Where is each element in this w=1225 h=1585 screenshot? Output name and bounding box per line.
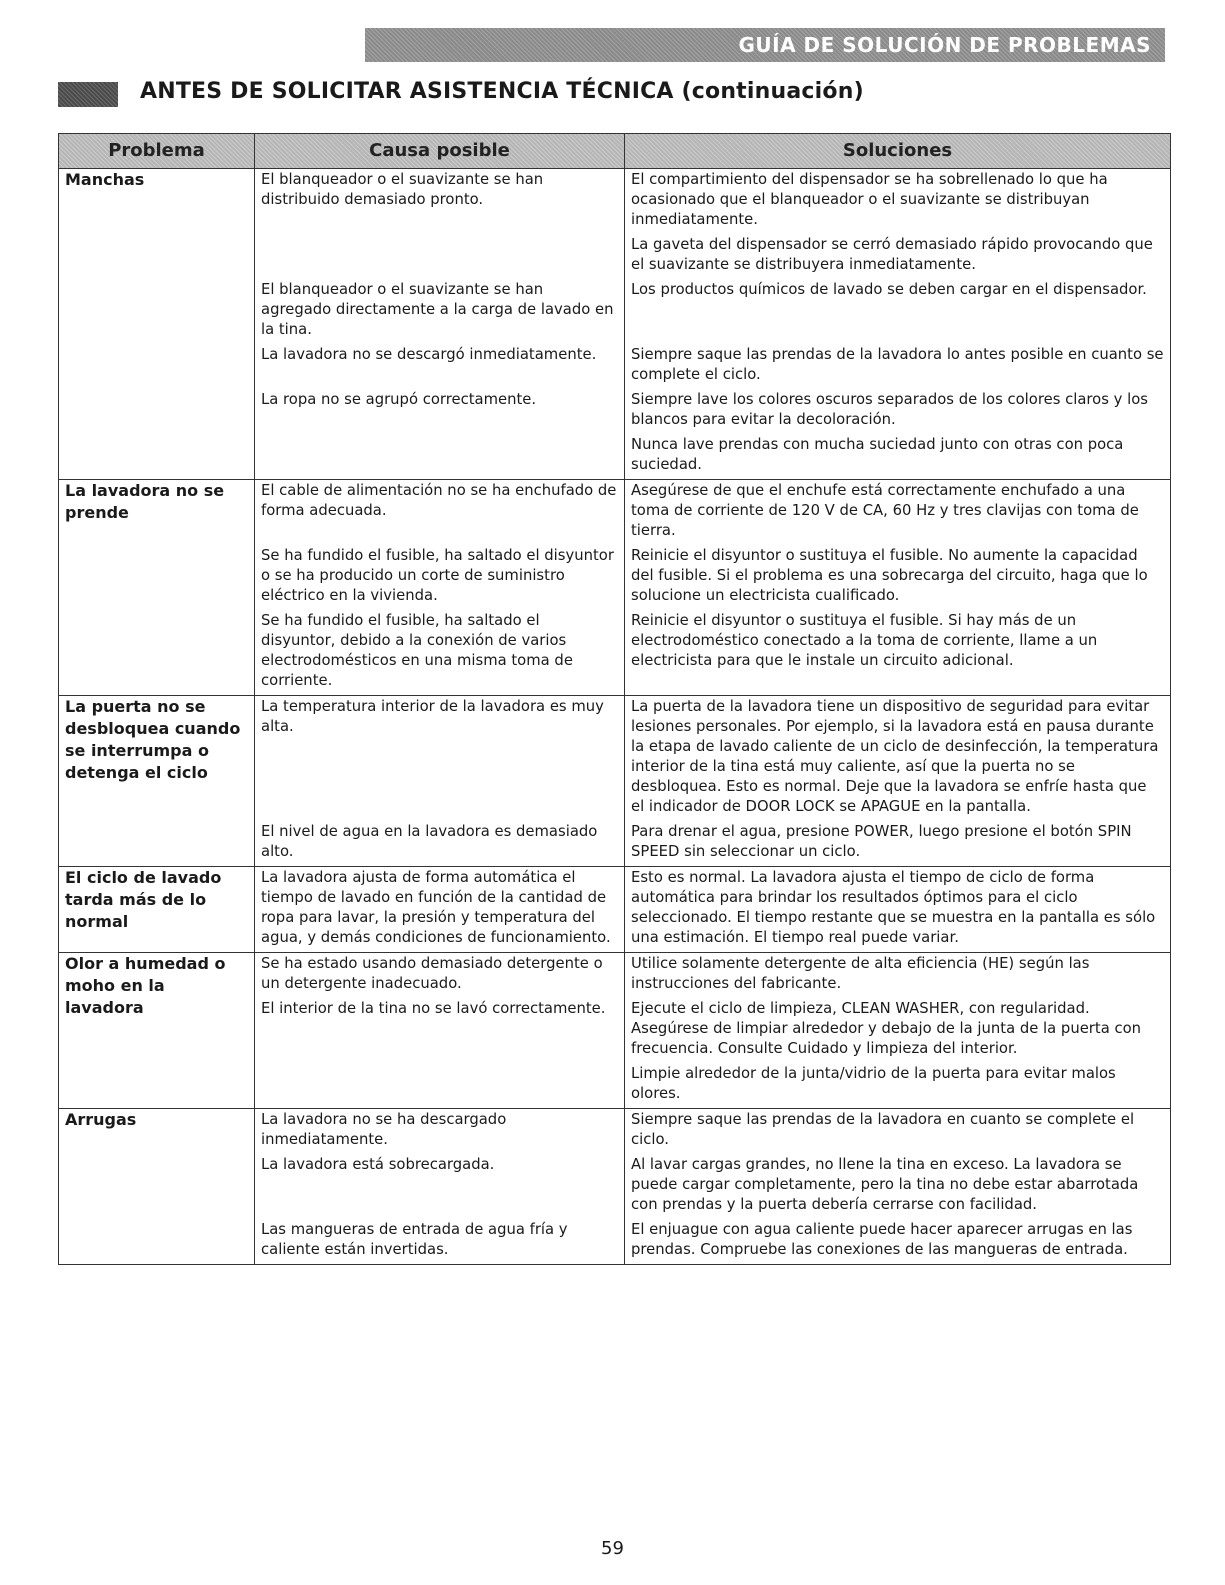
cause-cell — [255, 1063, 625, 1109]
solution-cell: Al lavar cargas grandes, no llene la tina en exceso. La lavadora se puede cargar completamente, pero la tina no debe estar abarrotada con prendas y la puerta debería cerrarse con facilidad. — [625, 1154, 1171, 1219]
cause-cell: La temperatura interior de la lavadora es muy alta. — [255, 696, 625, 822]
cause-cell: Se ha fundido el fusible, ha saltado el disyuntor, debido a la conexión de varios electrodomésticos en una misma toma de corriente. — [255, 610, 625, 696]
cause-cell: La lavadora no se descargó inmediatamente. — [255, 344, 625, 389]
solution-cell: Ejecute el ciclo de limpieza, CLEAN WASHER, con regularidad. Asegúrese de limpiar alrededor y debajo de la junta de la puerta con frecuencia. Consulte Cuidado y limpieza del interior. — [625, 998, 1171, 1063]
cause-cell: La lavadora no se ha descargado inmediatamente. — [255, 1109, 625, 1155]
table-header-row — [59, 134, 1171, 169]
group-puerta — [59, 696, 1171, 867]
group-manchas — [59, 169, 1171, 480]
heading-marker — [58, 82, 118, 107]
section-banner: GUÍA DE SOLUCIÓN DE PROBLEMAS — [365, 28, 1165, 62]
cause-cell: La ropa no se agrupó correctamente. — [255, 389, 625, 434]
page-number: 59 — [601, 1538, 624, 1559]
solution-cell: Utilice solamente detergente de alta eficiencia (HE) según las instrucciones del fabricante. — [625, 953, 1171, 999]
problem-label: Manchas — [59, 169, 255, 480]
solution-cell: Reinicie el disyuntor o sustituya el fusible. Si hay más de un electrodoméstico conectado a la toma de corriente, llame a un electricista para que le instale un circuito adicional. — [625, 610, 1171, 696]
solution-cell: Nunca lave prendas con mucha suciedad junto con otras con poca suciedad. — [625, 434, 1171, 480]
column-header-problem: Problema — [59, 134, 255, 169]
group-olor — [59, 953, 1171, 1109]
solution-cell: Siempre lave los colores oscuros separados de los colores claros y los blancos para evitar la decoloración. — [625, 389, 1171, 434]
cause-cell: La lavadora está sobrecargada. — [255, 1154, 625, 1219]
problem-label: Arrugas — [59, 1109, 255, 1265]
solution-cell: La gaveta del dispensador se cerró demasiado rápido provocando que el suavizante se distribuyera inmediatamente. — [625, 234, 1171, 279]
table-row — [59, 867, 1171, 953]
solution-cell: El enjuague con agua caliente puede hacer aparecer arrugas en las prendas. Compruebe las conexiones de las mangueras de entrada. — [625, 1219, 1171, 1265]
table-row — [59, 169, 1171, 235]
solution-cell: Los productos químicos de lavado se deben cargar en el dispensador. — [625, 279, 1171, 344]
cause-cell: El nivel de agua en la lavadora es demasiado alto. — [255, 821, 625, 867]
group-arrugas — [59, 1109, 1171, 1265]
solution-cell: Esto es normal. La lavadora ajusta el tiempo de ciclo de forma automática para brindar los resultados óptimos para el ciclo seleccionado. El tiempo restante que se muestra en la pantalla es sólo una estimación. El tiempo real puede variar. — [625, 867, 1171, 953]
group-ciclo — [59, 867, 1171, 953]
cause-cell: Se ha estado usando demasiado detergente o un detergente inadecuado. — [255, 953, 625, 999]
cause-cell — [255, 234, 625, 279]
problem-label: Olor a humedad o moho en la lavadora — [59, 953, 255, 1109]
column-header-solutions: Soluciones — [625, 134, 1171, 169]
table-row — [59, 696, 1171, 822]
cause-cell: El blanqueador o el suavizante se han distribuido demasiado pronto. — [255, 169, 625, 235]
problem-label: La lavadora no se prende — [59, 480, 255, 696]
solution-cell: El compartimiento del dispensador se ha sobrellenado lo que ha ocasionado que el blanqueador o el suavizante se distribuyan inmediatamente. — [625, 169, 1171, 235]
problem-label: La puerta no se desbloquea cuando se interrumpa o detenga el ciclo — [59, 696, 255, 867]
cause-cell — [255, 434, 625, 480]
group-no-enciende — [59, 480, 1171, 696]
troubleshooting-table — [58, 133, 1171, 1265]
solution-cell: Para drenar el agua, presione POWER, luego presione el botón SPIN SPEED sin seleccionar un ciclo. — [625, 821, 1171, 867]
table-row — [59, 953, 1171, 999]
cause-cell: El cable de alimentación no se ha enchufado de forma adecuada. — [255, 480, 625, 546]
problem-label: El ciclo de lavado tarda más de lo normal — [59, 867, 255, 953]
table-row — [59, 1109, 1171, 1155]
column-header-cause: Causa posible — [255, 134, 625, 169]
solution-cell: La puerta de la lavadora tiene un dispositivo de seguridad para evitar lesiones personales. Por ejemplo, si la lavadora está en pausa durante la etapa de lavado caliente de un ciclo de desinfección, la temperatura interior de la tina está muy caliente, así que la puerta no se desbloquea. Esto es normal. Deje que la lavadora se enfríe hasta que el indicador de DOOR LOCK se APAGUE en la pantalla. — [625, 696, 1171, 822]
solution-cell: Asegúrese de que el enchufe está correctamente enchufado a una toma de corriente de 120 V de CA, 60 Hz y tres clavijas con toma de tierra. — [625, 480, 1171, 546]
solution-cell: Siempre saque las prendas de la lavadora lo antes posible en cuanto se complete el ciclo. — [625, 344, 1171, 389]
solution-cell: Siempre saque las prendas de la lavadora en cuanto se complete el ciclo. — [625, 1109, 1171, 1155]
table-row — [59, 480, 1171, 546]
page-heading: ANTES DE SOLICITAR ASISTENCIA TÉCNICA (continuación) — [140, 79, 864, 104]
cause-cell: La lavadora ajusta de forma automática el tiempo de lavado en función de la cantidad de ropa para lavar, la presión y temperatura del agua, y demás condiciones de funcionamiento. — [255, 867, 625, 953]
cause-cell: Las mangueras de entrada de agua fría y caliente están invertidas. — [255, 1219, 625, 1265]
solution-cell: Reinicie el disyuntor o sustituya el fusible. No aumente la capacidad del fusible. Si el problema es una sobrecarga del circuito, haga que lo solucione un electricista cualificado. — [625, 545, 1171, 610]
cause-cell: El interior de la tina no se lavó correctamente. — [255, 998, 625, 1063]
solution-cell: Limpie alrededor de la junta/vidrio de la puerta para evitar malos olores. — [625, 1063, 1171, 1109]
cause-cell: Se ha fundido el fusible, ha saltado el disyuntor o se ha producido un corte de suministro eléctrico en la vivienda. — [255, 545, 625, 610]
cause-cell: El blanqueador o el suavizante se han agregado directamente a la carga de lavado en la tina. — [255, 279, 625, 344]
